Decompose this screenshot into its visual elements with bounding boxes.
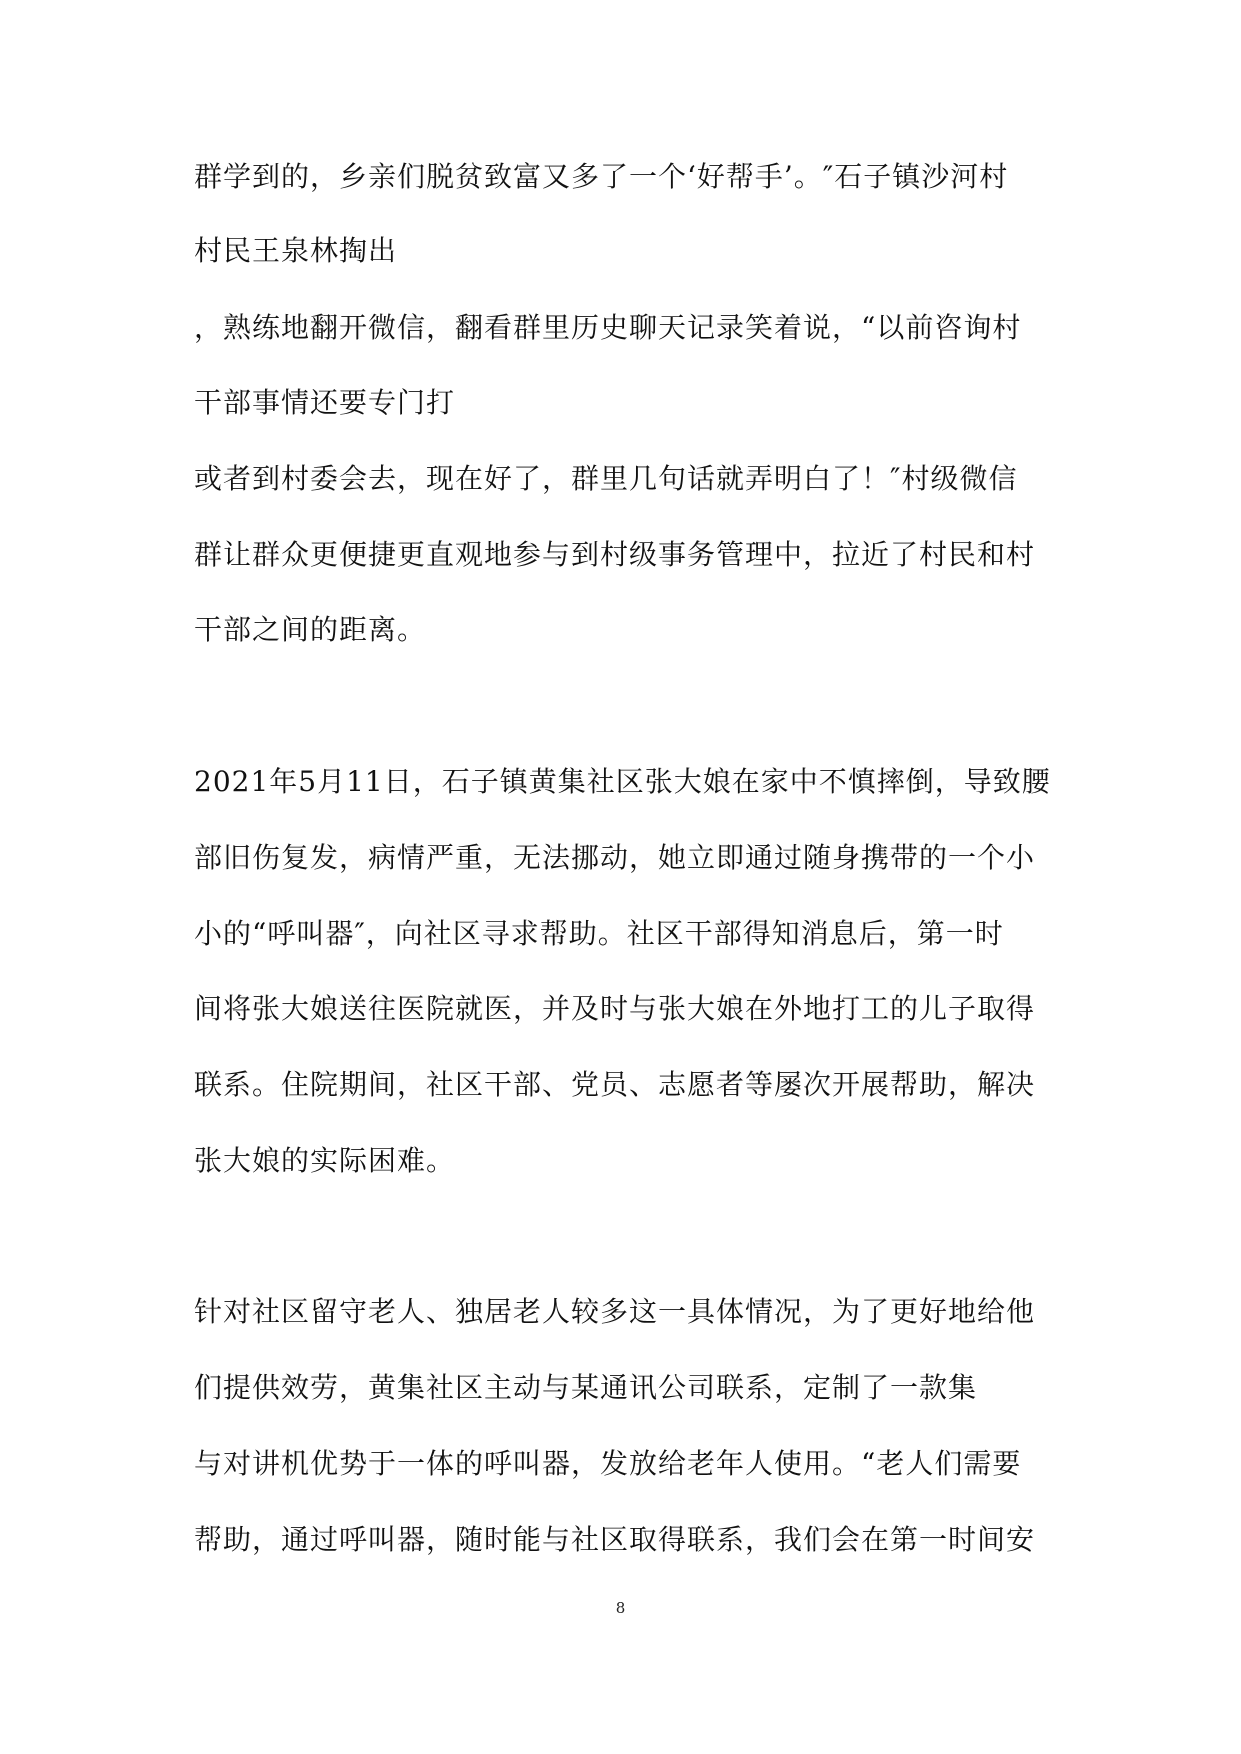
text-line: 2021年5月11日，石子镇黄集社区张大娘在家中不慎摔倒，导致腰: [194, 765, 1051, 798]
text-line: 群让群众更便捷更直观地参与到村级事务管理中，拉近了村民和村: [194, 538, 1036, 571]
text-line: ，熟练地翻开微信，翻看群里历史聊天记录笑着说，“以前咨询村: [194, 311, 1022, 344]
text-line: 村民王泉林掏出: [194, 234, 398, 267]
text-line: 联系。住院期间，社区干部、党员、志愿者等屡次开展帮助，解决: [194, 1068, 1036, 1101]
text-line: 们提供效劳，黄集社区主动与某通讯公司联系，定制了一款集: [194, 1371, 978, 1404]
text-line: 针对社区留守老人、独居老人较多这一具体情况，为了更好地给他: [194, 1295, 1036, 1328]
text-line: 张大娘的实际困难。: [194, 1144, 456, 1177]
text-line: 或者到村委会去，现在好了，群里几句话就弄明白了！″村级微信: [194, 462, 1018, 495]
text-line: 干部事情还要专门打: [194, 386, 456, 419]
text-line: 干部之间的距离。: [194, 613, 427, 646]
text-line: 间将张大娘送往医院就医，并及时与张大娘在外地打工的儿子取得: [194, 992, 1036, 1025]
text-line: 帮助，通过呼叫器，随时能与社区取得联系，我们会在第一时间安: [194, 1523, 1036, 1556]
page-number: 8: [615, 1599, 626, 1617]
text-line: 与对讲机优势于一体的呼叫器，发放给老年人使用。“老人们需要: [194, 1447, 1022, 1480]
text-line: 小的“呼叫器″，向社区寻求帮助。社区干部得知消息后，第一时: [194, 917, 1004, 950]
text-line: 群学到的，乡亲们脱贫致富又多了一个‘好帮手’。″石子镇沙河村: [194, 160, 1009, 193]
text-line: 部旧伤复发，病情严重，无法挪动，她立即通过随身携带的一个小: [194, 841, 1036, 874]
